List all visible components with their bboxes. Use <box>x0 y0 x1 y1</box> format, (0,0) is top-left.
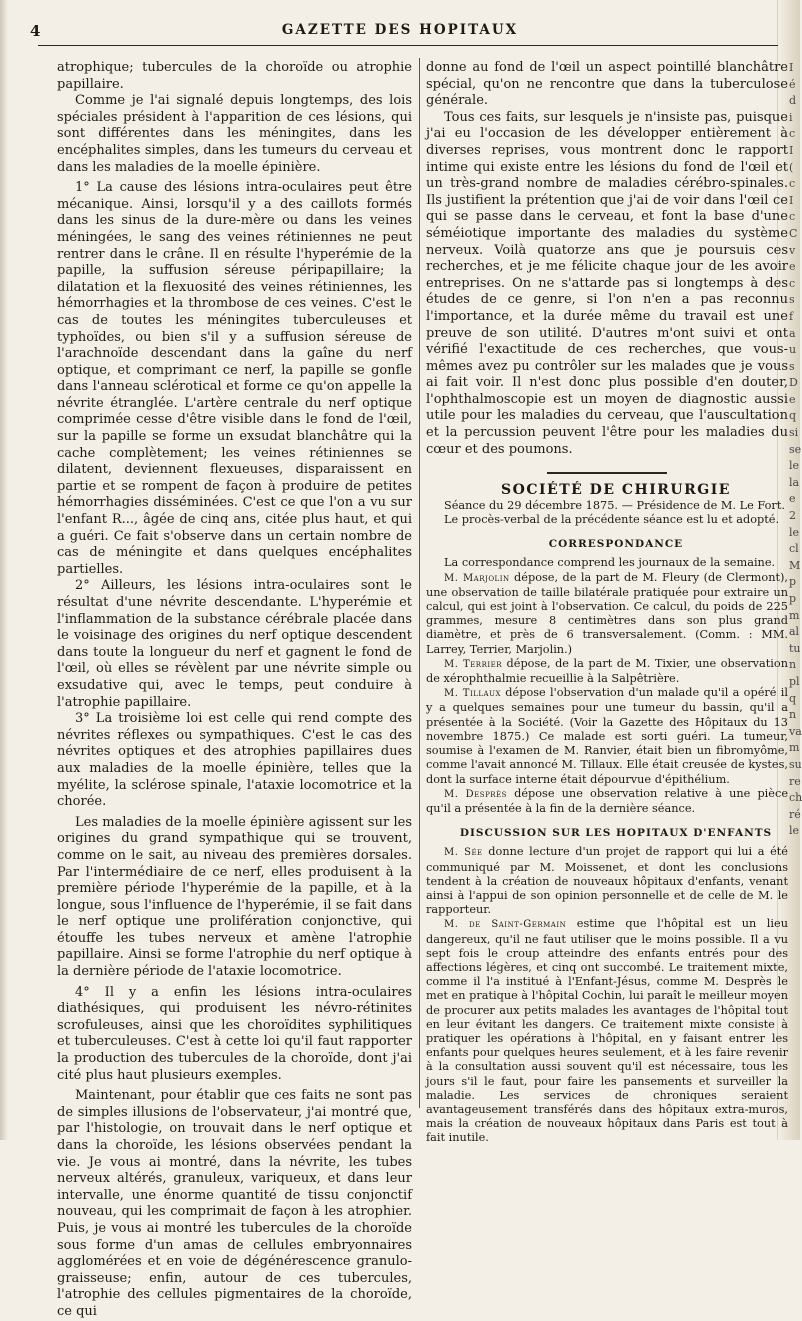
right-column <box>426 60 788 1146</box>
report-item <box>426 917 788 1145</box>
paragraph: Tous ces faits, sur lesquels je n'insiste pas, puisque j'ai eu l'occasion de les développer entièrement à diverses reprises, vous montrent donc le rapport intime qui existe entre les lésions du fond de l'œil et un très-grand nombre de maladies cérébro-spinales. Ils justifient la prétention que j'ai de voir dans l'œil ce qui se passe dans le cerveau, et font la base d'une séméiotique importante des maladies du système nerveux. Voilà quatorze ans que je poursuis ces recherches, et je me félicite chaque jour de les avoir entreprises. On ne s'attarde pas si longtemps à des études de ce genre, si l'on n'en a pas reconnu l'importance, et la durée même du travail est une preuve de son utilité. D'autres m'ont suivi et ont vérifié l'exactitude de ces recherches, que vous-mêmes avez pu contrôler sur les malades que je vous ai fait voir. Il n'est donc plus possible d'en douter, l'ophthalmoscopie est un moyen de diagnostic aussi utile pour les maladies du cerveau, que l'auscultation et la percussion peuvent l'être pour les maladies du cœur et des poumons. <box>426 109 788 457</box>
subsection-title: CORRESPONDANCE <box>548 538 684 551</box>
edge-fragment: I <box>789 61 794 74</box>
minutes-line: Le procès-verbal de la précédente séance est lu et adopté. <box>444 513 780 527</box>
edge-fragment: d <box>789 94 797 108</box>
report-text: dépose l'observation d'un malade qu'il a opéré il y a quelques semaines pour une tumeur du bassin, qu'il a présentée à la Société. (Voir la Gazette des Hôpitaux du 13 novembre 1875.) Ce malade est sorti guéri. La tumeur, soumise à l'examen de M. Ranvier, était bien un fibromyôme, comme l'avait annoncé M. Tillaux. Elle était creusée de kystes, dont la surface interne était dépourvue d'épithélium. <box>426 686 788 786</box>
edge-fragment: a <box>789 326 796 340</box>
header-rule <box>38 45 778 46</box>
edge-fragment: s <box>789 293 795 307</box>
edge-fragment: c <box>789 210 796 224</box>
report-text: dépose, de la part de M. Fleury (de Clermont), une observation de taille bilatérale pratiquée pour extraire un calcul, qui est joint à l'observation. Ce calcul, du poids de 225 grammes, mesure 8 centimètres dans son plus grand diamètre, et près de 6 transversalement. (Comm. : MM. Larrey, Terrier, Marjolin.) <box>426 570 789 656</box>
edge-fragment: p <box>789 592 797 605</box>
paragraph: 2° Ailleurs, les lésions intra-oculaires sont le résultat d'une névrite descendante. L'hyperémie et l'inflammation de la substance cérébrale placée dans le voisinage des origines du nerf optique descendent dans toute la longueur du nerf et gagnent le fond de l'œil, où elles se révèlent par une névrite simple ou exsudative qui, avec le temps, peut conduire à l'atrophie papillaire. <box>57 578 412 710</box>
edge-fragment: 2 <box>789 509 796 523</box>
edge-fragment: f <box>789 309 794 323</box>
running-head: GAZETTE DES HOPITAUX <box>281 22 519 38</box>
edge-fragment: m <box>789 608 800 622</box>
society-report <box>426 499 788 1146</box>
paragraph: 1° La cause des lésions intra-oculaires peut être mécanique. Ainsi, lorsqu'il y a des caillots formés dans les sinus de la dure-mère ou dans les veines méningées, le sang des veines rétiniennes ne peut rentrer dans le crâne. Il en résulte l'hyperémie de la papille, la suffusion séreuse péripapillaire; la dilatation et la flexuosité des veines rétiniennes, les hémorrhagies et la thrombose de ces veines. C'est le cas de toutes les méningites tuberculeuses et typhoïdes, ou bien s'il y a suffusion séreuse de l'arachnoïde descendant dans la gaîne du nerf optique, et comprimant ce nerf, la papille se gonfle dans l'anneau sclérotical et forme ce qu'on appelle la névrite étranglée. L'artère centrale du nerf optique comprimée cesse d'être visible dans le fond de l'œil, sur la papille se forme un exsudat blanchâtre qui la cache complètement; les veines rétiniennes se dilatent, deviennent flexueuses, disparaissent en partie et se rompent de façon à produire de petites hémorrhagies disséminées. C'est ce que l'on a vu sur l'enfant R..., âgée de cinq ans, citée plus haut, et qui a guéri. Ce fait s'observe dans un certain nombre de cas de méningite et dans quelques encéphalites partielles. <box>57 180 412 577</box>
edge-fragment: ch <box>789 791 802 805</box>
edge-fragment: le <box>789 824 800 838</box>
edge-fragment: c <box>789 276 796 290</box>
edge-fragment: q <box>789 691 797 705</box>
edge-fragment: M <box>789 558 801 572</box>
report-text: dépose, de la part de M. Tixier, une observation de xérophthalmie recueillie à la Salpêtrière. <box>426 656 788 686</box>
edge-fragment: ré <box>789 807 801 821</box>
page-gutter-shadow <box>0 0 8 1140</box>
edge-fragment: pl <box>789 674 800 688</box>
paragraph: atrophique; tubercules de la choroïde ou atrophie papillaire. <box>57 60 412 92</box>
paragraph: Les maladies de la moelle épinière agissent sur les origines du grand sympathique qui se trouvent, comme on le sait, au niveau des premières dorsales. Par l'intermédiaire de ce nerf, elles produisent à la première période l'hyperémie de la papille, et à la longue, sous l'influence de l'hyperémie, il se fait dans le nerf optique une prolifération conjonctive, qui étouffe les tubes nerveux et amène l'atrophie papillaire. Ainsi se forme l'atrophie du nerf optique à la dernière période de l'ataxie locomotrice. <box>57 814 412 980</box>
edge-fragment: e <box>789 260 796 274</box>
edge-fragment: al <box>789 625 800 639</box>
page-number: 4 <box>30 22 41 40</box>
edge-fragment: va <box>789 724 802 738</box>
edge-fragment: n <box>789 658 797 672</box>
report-item <box>426 686 788 786</box>
edge-fragment: i <box>789 110 793 124</box>
edge-fragment: cl <box>789 542 799 556</box>
report-text: estime que l'hôpital est un lieu dangereux, qu'il ne faut utiliser que le moins possible. Il a vu sept fois le croup atteindre des enfants entrés pour des affections légères, et cinq ont succombé. Le traitement mixte, comme il l'a institué à l'Enfant-Jésus, comme M. Desprès le met en pratique à l'hôpital Cochin, lui paraît le meilleur moyen de procurer aux petits malades les avantages de l'hôpital tout en leur évitant les dangers. Ce traitement mixte consiste à pratiquer les opérations à l'hôpital, en y faisant entrer les enfants pour quelques heures seulement, et à les faire revenir à la consultation aussi souvent qu'il est nécessaire, tous les jours s'il le faut, pour faire les pansements et surveiller la maladie. Les services de chroniques seraient avantageusement transférés dans des hôpitaux extra-muros, mais la création de nouveaux hôpitaux dans Paris est tout à fait inutile. <box>426 917 788 1145</box>
paragraph: 3° La troisième loi est celle qui rend compte des névrites réflexes ou sympathiques. C'est le cas des névrites optiques et des atrophies papillaires dues aux maladies de la moelle épinière, telles que la myélite, la sclérose spinale, l'ataxie locomotrice et la chorée. <box>57 711 412 810</box>
edge-fragment: n <box>789 708 797 722</box>
section-separator-rule <box>547 472 667 474</box>
edge-fragment: tu <box>789 641 801 655</box>
report-item <box>426 657 788 686</box>
subsection-title: DISCUSSION SUR LES HOPITAUX D'ENFANTS <box>459 827 773 840</box>
report-item <box>426 787 788 816</box>
edge-fragment: se <box>789 442 802 456</box>
speaker-name: M. Sée <box>444 847 483 859</box>
report-item <box>426 571 788 657</box>
column-divider <box>419 58 420 1108</box>
edge-fragment: D <box>789 376 798 390</box>
edge-fragment: c <box>789 177 796 191</box>
edge-fragment: su <box>789 757 802 771</box>
edge-fragment: e <box>789 492 796 506</box>
edge-fragment: p <box>789 575 797 589</box>
edge-fragment: e <box>789 392 796 406</box>
edge-fragment: C <box>789 226 798 240</box>
report-text: dépose une observation relative à une pièce qu'il a présentée à la fin de la dernière séance. <box>426 786 788 815</box>
paragraph: donne au fond de l'œil un aspect pointillé blanchâtre spécial, qu'on ne rencontre que dans la tuberculose générale. <box>426 60 788 109</box>
edge-fragment: m <box>789 741 800 755</box>
speaker-name: M. Desprès <box>444 788 507 800</box>
edge-fragment: é <box>789 77 796 91</box>
edge-fragment: ( <box>789 160 794 174</box>
edge-fragment: si <box>789 426 799 440</box>
left-column <box>57 60 412 1321</box>
session-line: Séance du 29 décembre 1875. — Présidence de M. Le Fort. <box>444 498 785 512</box>
edge-fragment: le <box>789 525 800 539</box>
edge-fragment: la <box>789 475 800 489</box>
edge-fragment: u <box>789 343 797 357</box>
paragraph: Maintenant, pour établir que ces faits ne sont pas de simples illusions de l'observateur, j'ai montré que, par l'histologie, on trouvait dans le nerf optique et dans la choroïde, les lésions observées pendant la vie. Je vous ai montré, dans la névrite, les tubes nerveux altérés, granuleux, variqueux, et dans leur intervalle, une énorme quantité de tissu conjonctif nouveau, qui les comprimait de façon à les atrophier. Puis, je vous ai montré les tubercules de la choroïde sous forme d'un amas de cellules embryonnaires agglomérées et en voie de dégénérescence granulo-graisseuse; enfin, autour de ces tubercules, l'atrophie des cellules pigmentaires de la choroïde, ce qui <box>57 1088 412 1319</box>
report-text: donne lecture d'un projet de rapport qui lui a été communiqué par M. Moissenet, et dont les conclusions tendent à la création de nouveaux hôpitaux d'enfants, venant ainsi à l'appui de son opinion personnelle et de celle de M. le rapporteur. <box>426 845 788 917</box>
edge-fragment: q <box>789 409 797 423</box>
speaker-name: M. de Saint-Germain <box>444 919 567 931</box>
speaker-name: M. Marjolin <box>444 572 510 584</box>
edge-fragment: c <box>789 127 796 141</box>
edge-fragment: I <box>789 193 794 207</box>
paragraph: La correspondance comprend les journaux de la semaine. <box>444 556 776 570</box>
speaker-name: M. Terrier <box>444 658 502 670</box>
paragraph: 4° Il y a enfin les lésions intra-oculaires diathésiques, qui produisent les névro-rétinites scrofuleuses, ainsi que les choroïdites syphilitiques et tuberculeuses. C'est à cette loi qu'il faut rapporter la production des tubercules de la choroïde, dont j'ai cité plus haut plusieurs exemples. <box>57 984 412 1083</box>
section-title: SOCIÉTÉ DE CHIRURGIE <box>501 482 731 499</box>
edge-fragment: s <box>789 359 795 373</box>
paragraph: Comme je l'ai signalé depuis longtemps, des lois spéciales président à l'apparition de ces lésions, qui sont différentes dans les méningites, dans les encéphalites simples, dans les tumeurs du cerveau et dans les maladies de la moelle épinière. <box>57 93 412 175</box>
report-item <box>426 845 788 917</box>
edge-fragment: re <box>789 774 801 788</box>
speaker-name: M. Tillaux <box>444 688 501 700</box>
edge-fragment: v <box>789 243 796 257</box>
next-page-text-fragments <box>789 60 802 840</box>
edge-fragment: I <box>789 143 794 157</box>
edge-fragment: le <box>789 459 800 473</box>
